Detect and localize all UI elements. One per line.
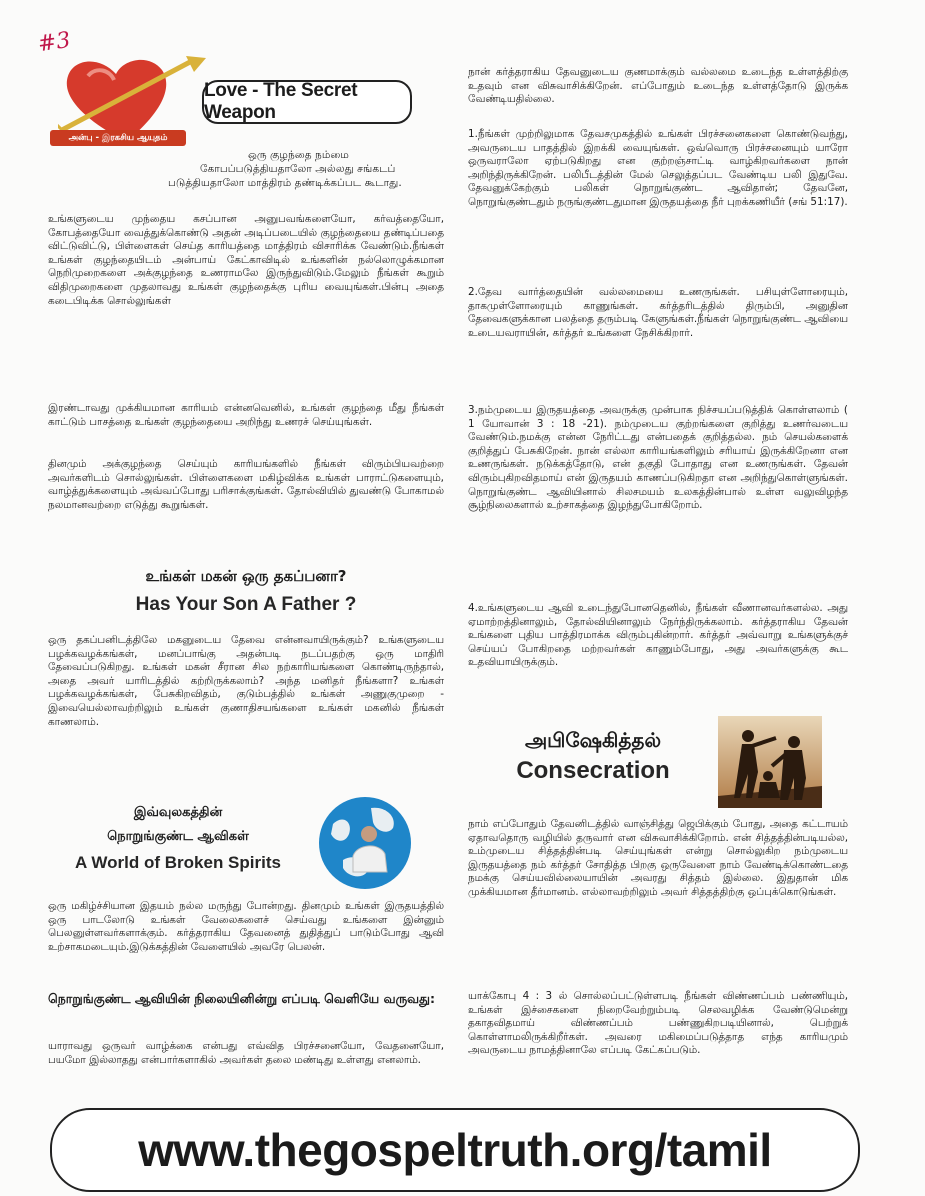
consecration-title-en: Consecration xyxy=(516,757,670,784)
broken-paragraph-2: யாராவது ஒருவர் வாழ்க்கை என்பது எவ்வித பிரச்சனையோ, வேதனையோ, பயமோ இல்லாதது என்பார்களாகில் அவர்கள் தலை மண்டிது உள்ளது எனலாம். xyxy=(48,1040,444,1066)
intro-line: கோபப்படுத்தியதாலோ அல்லது சங்கடப் xyxy=(200,163,396,175)
broken-subhead: நொறுங்குண்ட ஆவியின் நிலையினின்று எப்படி வெளியே வருவது: xyxy=(48,991,435,1006)
point-3: 3.நம்முடைய இருதயத்தை அவருக்கு முன்பாக நிச்சயப்படுத்திக் கொள்ளலாம் ( 1 யோவான் 3 : 18 -21). நம்முடைய குற்றங்களை குறித்து உணர்வடைய வேண்டும்.நமக்கு என்ன நேரிட்டது என்பதைக் குறித்தல்ல. நம் செயல்களைக் குறித்துப் பேசுகிறேன். நான் எல்லா காரியங்களிலும் சரியாய் இருக்கிறேனா என உணருங்கள். நடுக்கத்தோடு, என் தகுதி போதாது என உணருங்கள். தேவன் விரும்புகிறவிதமாய் என் இருதயம் காணப்படுகிறதா என அறிந்துகொள்ளுங்கள். நொறுங்குண்ட ஆவியினால் சிலசமயம் உலகத்தின்பால் உள்ள வலுவிழந்த சூழ்நிலைகளால் உற்சாகத்தை இழந்துபோகிறோம். xyxy=(468,404,848,512)
heart-caption: அன்பு - இரகசிய ஆயுதம் xyxy=(50,130,186,146)
intro-line: ஒரு குழந்தை நம்மை xyxy=(248,149,349,161)
broken-title-en: A World of Broken Spirits xyxy=(75,853,281,872)
broken-paragraph: ஒரு மகிழ்ச்சியான இதயம் நல்ல மருந்து போன்றது. தினமும் உங்கள் இருதயத்தில் ஒரு பாடலோடு உங்கள் வேலைகளைச் செய்வது உங்களை இன்னும் பெலனுள்ளவர்களாக்கும். கர்த்தராகிய தேவனைத் துதித்துப் பாடும்போது ஆவி உற்சாகமடையும்.இடுக்கத்தின் வேளையில் அவரே பெலன். xyxy=(48,900,444,953)
silhouette-helping-icon xyxy=(718,716,822,808)
consecration-paragraph-2: யாக்கோபு 4 : 3 ல் சொல்லப்பட்டுள்ளபடி நீங்கள் விண்ணப்பம் பண்ணியும், உங்கள் இச்சைகளை நிறைவேற்றும்படி செலவழிக்க வேண்டுமென்று தகாதவிதமாய் விண்ணப்பம் பண்ணுகிறபடியினால், பெற்றுக் கொள்ளாமலிருக்கிறீர்கள். அவரை மகிமைப்படுத்தாத எந்த காரியமும் அவருடைய நாமத்தினாலே எப்படி கேட்கப்படும். xyxy=(468,990,848,1057)
love-intro xyxy=(168,148,448,190)
broken-title-ta-1: இவ்வுலகத்தின் xyxy=(133,805,223,820)
point-1: 1.நீங்கள் முற்றிலுமாக தேவசமுகத்தில் உங்கள் பிரச்சனைகளை கொண்டுவந்து, அவருடைய பாதத்தில் இறக்கி வையுங்கள். ஒவ்வொரு பிரச்சனையும் யாரோ ஒருவராலோ ஏற்படுகிறது என குற்றஞ்சாட்டி வாழ்கிறவர்களை நான் அறிந்திருக்கிறேன். பலிபீடத்தின் மேல் செலுத்தப்பட வேண்டிய பலி இதுவே. தேவனுக்கேற்கும் பலிகள் நொறுங்குண்ட ஆவிதான்; தேவனே, நொறுங்குண்டதும் நருங்குண்டதுமான இருதயத்தை நீர் புறக்கணியீர் (சங் 51:17). xyxy=(468,128,848,208)
footer-banner xyxy=(50,1108,860,1192)
globe-person-icon xyxy=(313,794,417,892)
love-paragraph-2: இரண்டாவது முக்கியமான காரியம் என்னவெனில், உங்கள் குழந்தை மீது நீங்கள் காட்டும் பாசத்தை உங்கள் குழந்தையை அறிந்து உணரச் செய்யுங்கள். xyxy=(48,402,444,428)
love-paragraph-1: உங்களுடைய முந்தைய கசப்பான அனுபவங்களையோ, கர்வத்தையோ, கோபத்தையோ வைத்துக்கொண்டு அதன் அடிப்படையில் குழந்தையை தண்டிப்பதை விட்டுவிட்டு, பிள்ளைகள் செய்த காரியத்தை மாத்திரம் விசாரிக்க வேண்டும்.நீங்கள் உங்கள் குழந்தையிடம் அன்பாய் கேட்காவிடில் உங்களின் நல்லொழுக்கமான நெறிமுறைகளை அக்குழந்தை உணராமலே இருந்துவிடும்.மேலும் நீங்கள் கூறும் விதிமுறைகளை முதலாவது உங்கள் குழந்தைக்கு புரிய வையுங்கள்.பின்பு அதை கடைபிடிக்க சொல்லுங்கள் xyxy=(48,213,444,307)
point-2: 2.தேவ வார்த்தையின் வல்லமையை உணருங்கள். பசியுள்ளோரையும், தாகமுள்ளோரையும் காணுங்கள். கர்த்தரிடத்தில் திரும்பி, அனுதின தேவைகளுக்கான பலத்தை தரும்படி கேளுங்கள்.நீங்கள் நொறுங்குண்ட ஆவியை உடையவராயின், கர்த்தர் உங்களை நேசிக்கிறார். xyxy=(468,286,848,339)
father-title-ta: உங்கள் மகன் ஒரு தகப்பனா? xyxy=(145,567,347,585)
right-opening: நான் கர்த்தராகிய தேவனுடைய குணமாக்கும் வல்லமை உடைந்த உள்ளத்திற்கு உதவும் என விசுவாசிக்கிறேன். எப்போதும் உடைந்த உள்ளத்தோடு இருக்க வேண்டியதில்லை. xyxy=(468,66,848,106)
father-paragraph: ஒரு தகப்பனிடத்திலே மகனுடைய தேவை என்னவாயிருக்கும்? உங்களுடைய பழக்கவழக்கங்கள், மனப்பாங்கு அதன்படி நடப்பதற்கு ஒரு மாதிரி தேவைப்படுகிறது. உங்கள் மகன் சீரான சில நற்காரியங்களை கொண்டிருந்தால், அதை அவர் யாரிடத்தில் கற்றிருக்கலாம்? அந்த மனிதர் நீங்களா? உங்கள் பழக்கவழக்கங்கள், பேசுகிறவிதம், குடும்பத்தில் உங்கள் அணுகுமுறை - இவையெல்லாவற்றிலும் உங்கள் குணாதிசயங்களை உங்கள் மகனில் நீங்கள் காணலாம். xyxy=(48,634,444,728)
page-mark: #3 xyxy=(36,27,73,58)
father-title-en: Has Your Son A Father ? xyxy=(135,594,357,615)
point-4: 4.உங்களுடைய ஆவி உடைந்துபோனதெனில், நீங்கள் வீணானவர்களல்ல. அது ஏமாற்றத்தினாலும், தோல்வியினாலும் நேர்ந்திருக்கலாம். கர்த்தராகிய தேவன் உங்களை புதிய பாத்திரமாக்க விரும்புகின்றார். கர்த்தர் அவ்வாறு உங்களுக்குச் செய்யப் போகிறதை மற்றவர்கள் காணும்போது, அது அவர்களுக்கு கூட உதவியாயிருக்கும். xyxy=(468,602,848,669)
love-title: Love - The Secret Weapon xyxy=(202,80,412,124)
intro-line: படுத்தியதாலோ மாத்திரம் தண்டிக்கப்பட கூடாது. xyxy=(168,177,402,189)
consecration-title-ta: அபிஷேகித்தல் xyxy=(524,728,662,752)
broken-title-ta-2: நொறுங்குண்ட ஆவிகள் xyxy=(107,829,249,844)
love-paragraph-3: தினமும் அக்குழந்தை செய்யும் காரியங்களில் நீங்கள் விரும்பியவற்றை அவர்களிடம் சொல்லுங்கள். பிள்ளைகளை மகிழ்விக்க உங்கள் பாராட்டுகளையும், வாழ்த்துக்களையும் அவ்வப்போது பரிசாக்குங்கள். தோல்வியில் துவண்டு போகாமல் நலமானவற்றை எடுத்து கூறுங்கள். xyxy=(48,458,444,511)
consecration-paragraph: நாம் எப்போதும் தேவனிடத்தில் வாஞ்சித்து ஜெபிக்கும் போது, அதை கட்டாயம் ஏதாவதொரு வழியில் தருவார் என விசுவாசிக்கிறோம். என் சித்தத்தின்படியல்ல, உம்முடைய சித்தத்தின்படி செய்யுங்கள் என்று சொல்லுகிற நம்முடைய இருதயத்தை நம் கர்த்தர் சோதித்த பிறகு ஒருவேளை நாம் வேண்டிக்கொண்டதை நமக்கு செய்யவில்லையாயின் அவரது சித்தம் இல்லை. இதுதான் மிக முக்கியமான தீர்மானம். எல்லாவற்றிலும் அவர் சித்தத்திற்கு ஒப்புக்கொடுங்கள். xyxy=(468,818,848,898)
footer-url-link[interactable]: www.thegospeltruth.org/tamil xyxy=(138,1124,772,1176)
